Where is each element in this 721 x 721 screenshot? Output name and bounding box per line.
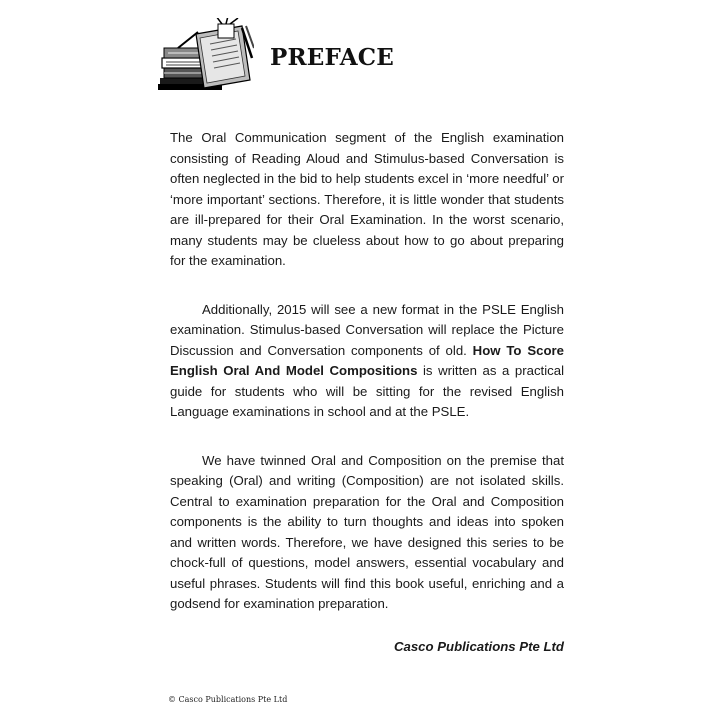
paragraph-2-rest: is written as a practical guide for students who will be sitting for the revised English Language examinations in school and at the PSLE.: [170, 363, 564, 419]
paragraph-2-intro: Additionally, 2015 will see a new format in the PSLE English examination. Stimulus-based Conversation will replace the Picture Discussion and Conversation components of old.: [170, 301, 564, 358]
book-title: How To Score English Oral And Model Compositions: [170, 342, 564, 378]
page-header: [158, 18, 418, 96]
publisher-signature: Casco Publications Pte Ltd: [393, 639, 564, 654]
copyright-notice: © Casco Publications Pte Ltd: [168, 695, 288, 704]
paragraph-1: The Oral Communication segment of the English examination consisting of Reading Aloud and Stimulus-based Conversation is often neglected in the bid to help students excel in ‘more needful’ or ‘more important’ sections. Therefore, it is little wonder that students are ill-prepared for their Oral Examination. In the worst scenario, many students may be clueless about how to go about preparing for the examination.: [170, 130, 564, 268]
page-title: PREFACE: [270, 44, 395, 71]
books-and-stationery-icon: [158, 18, 254, 92]
paragraph-3: We have twinned Oral and Composition on the premise that speaking (Oral) and writing (Composition) are not isolated skills. Central to examination preparation for the Oral and Composition components is the ability to turn thoughts and ideas into spoken and written words. Therefore, we have designed this series to be chock-full of questions, model answers, essential vocabulary and useful phrases. Students will find this book useful, enriching and a godsend for examination preparation.: [170, 452, 564, 611]
paragraph-2: [170, 300, 564, 423]
preface-body: [170, 128, 564, 643]
